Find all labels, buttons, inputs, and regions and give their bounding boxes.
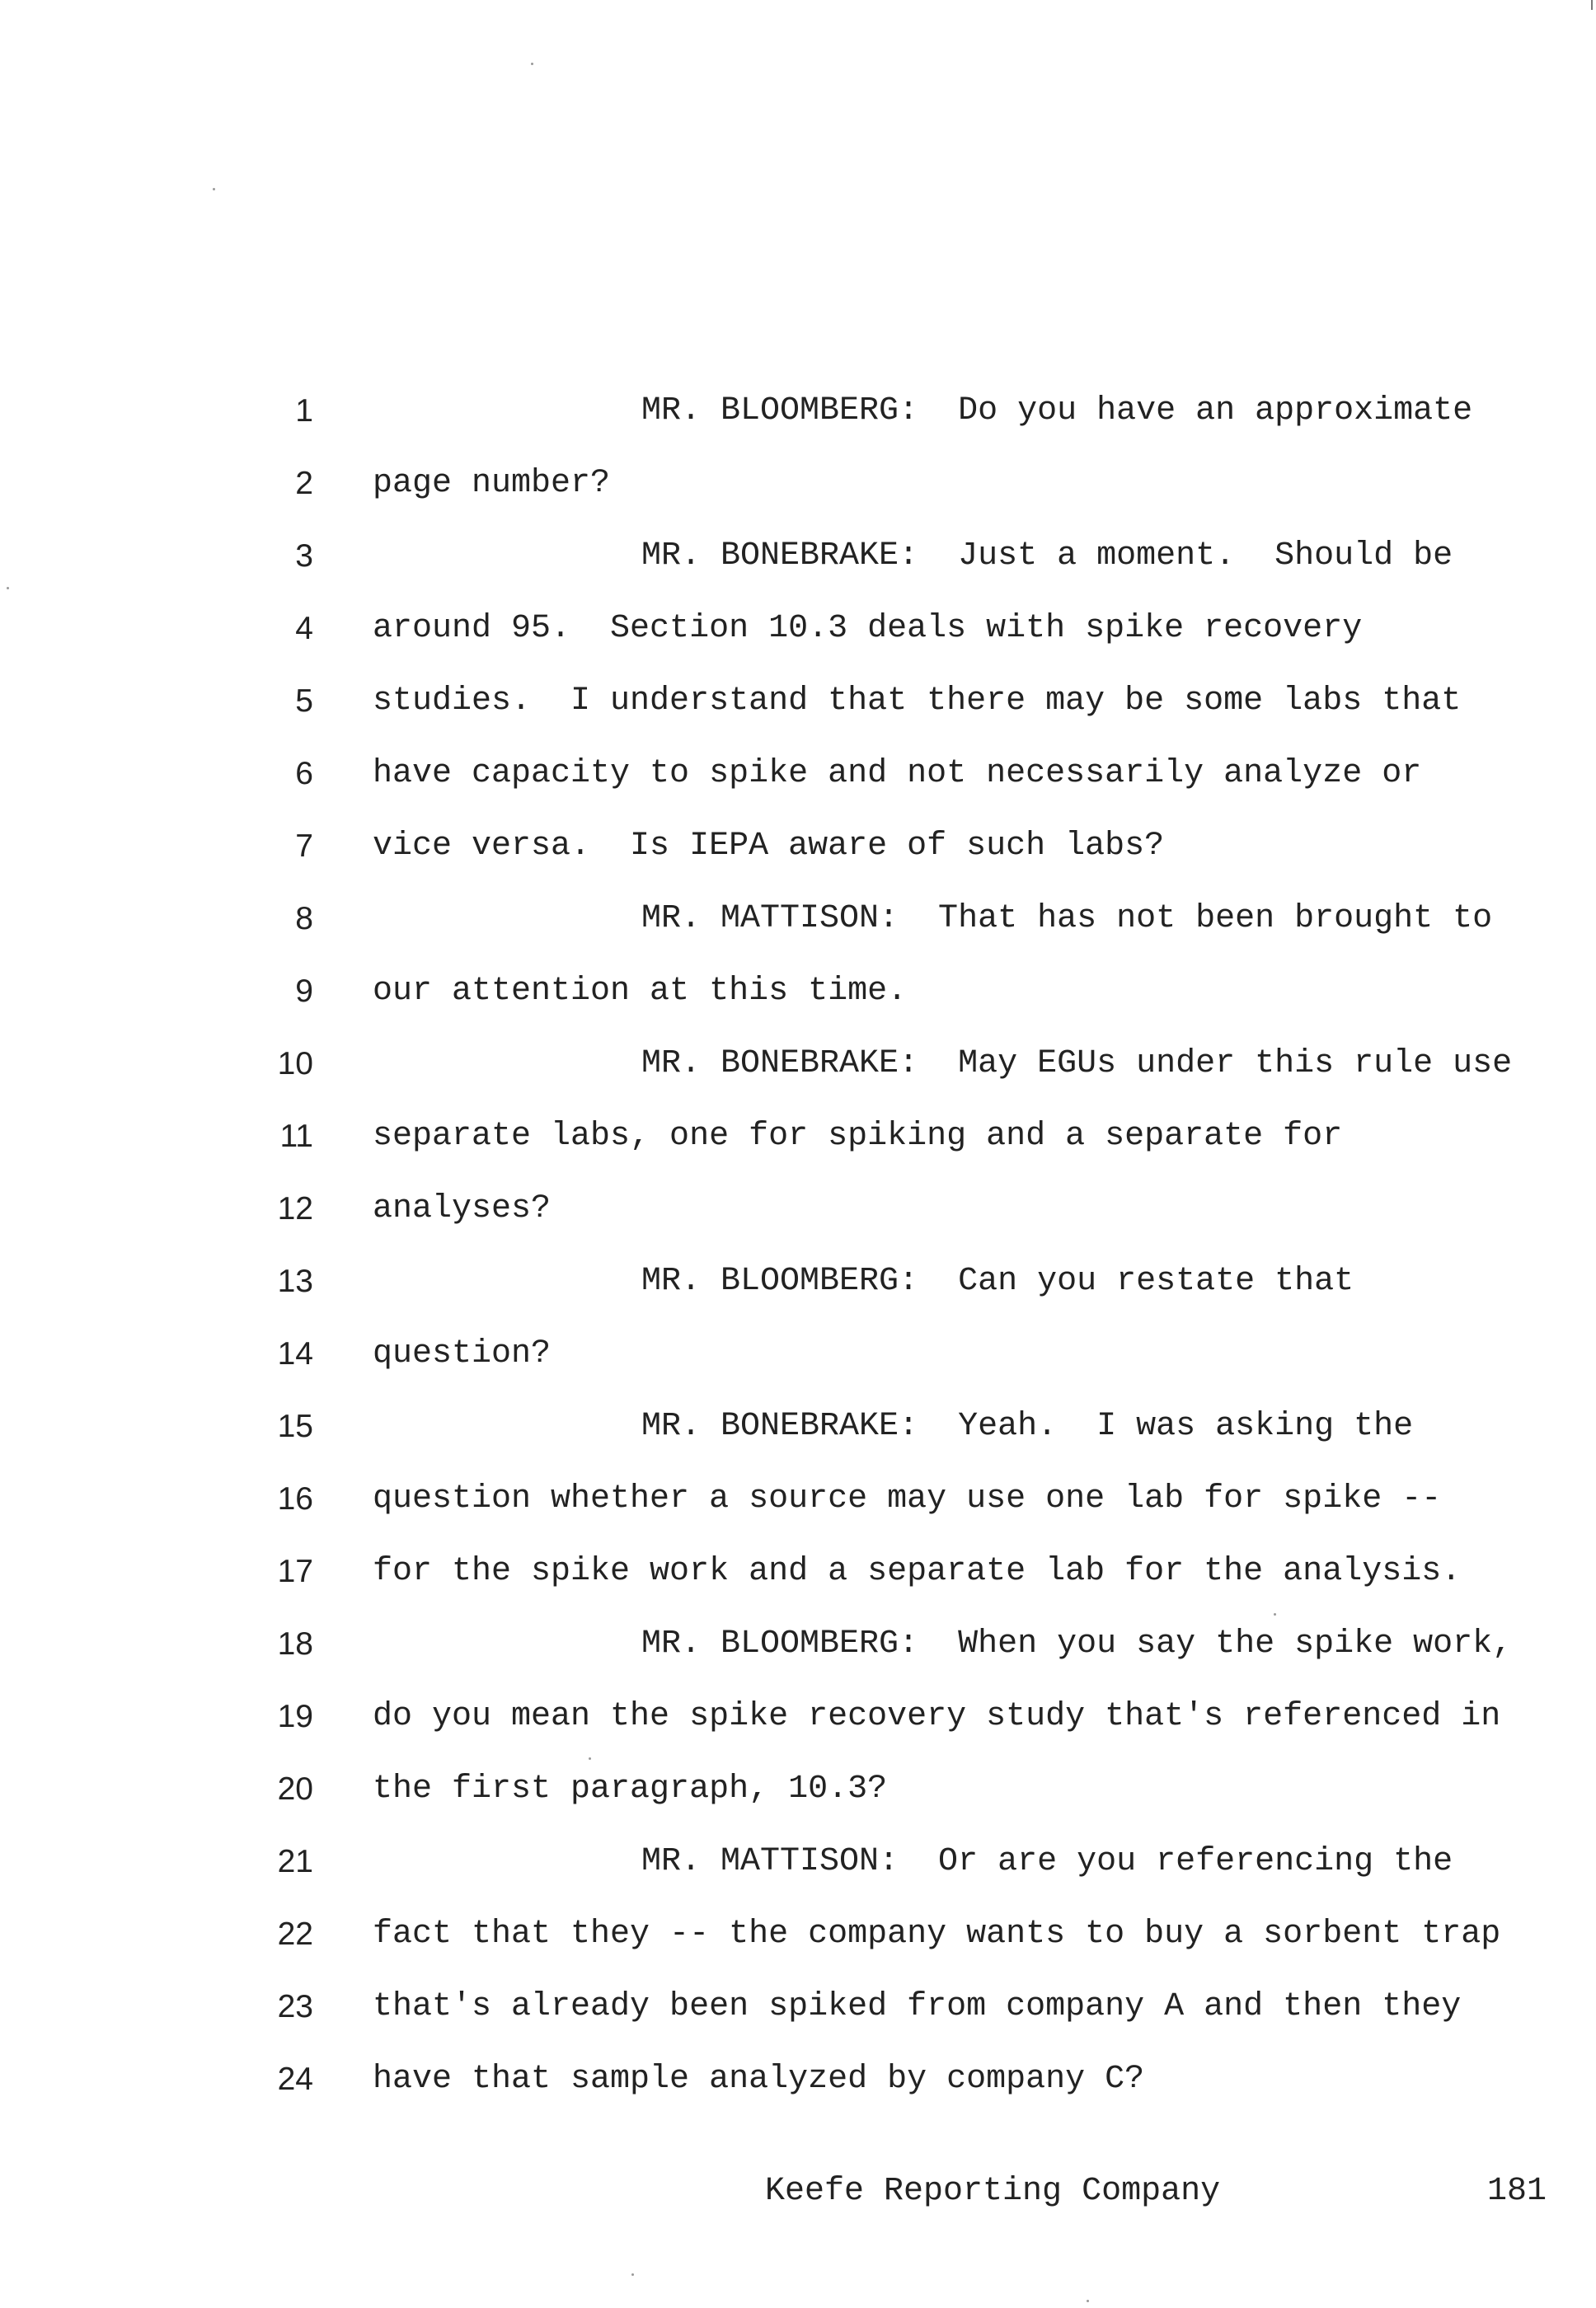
line-text: MR. BLOOMBERG: Do you have an approximate	[641, 392, 1473, 429]
line-number: 16	[277, 1481, 313, 1517]
transcript-body	[247, 386, 1566, 2127]
transcript-line	[247, 531, 1566, 603]
line-text: question whether a source may use one lab for spike --	[373, 1480, 1442, 1518]
page-footer	[0, 2166, 1596, 2217]
line-number: 5	[295, 683, 313, 719]
transcript-line	[247, 1184, 1566, 1256]
transcript-line	[247, 1401, 1566, 1474]
line-text: MR. BONEBRAKE: May EGUs under this rule use	[641, 1045, 1513, 1082]
line-number: 14	[277, 1336, 313, 1372]
transcript-line	[247, 894, 1566, 966]
transcript-line	[247, 1039, 1566, 1111]
transcript-line	[247, 676, 1566, 748]
line-number: 24	[277, 2062, 313, 2097]
scan-edge-mark	[1591, 0, 1593, 10]
line-text: page number?	[373, 465, 611, 502]
line-text: vice versa. Is IEPA aware of such labs?	[373, 828, 1165, 865]
line-number: 21	[277, 1844, 313, 1879]
line-number: 8	[295, 901, 313, 936]
transcript-line	[247, 458, 1566, 531]
line-text: that's already been spiked from company A and then they	[373, 1988, 1462, 2025]
line-number: 13	[277, 1264, 313, 1299]
transcript-line	[247, 1474, 1566, 1546]
transcript-line	[247, 386, 1566, 458]
line-number: 18	[277, 1626, 313, 1662]
line-number: 1	[295, 393, 313, 429]
scan-speck	[213, 188, 215, 190]
scan-speck	[631, 2273, 634, 2276]
transcript-line	[247, 748, 1566, 821]
transcript-line	[247, 1329, 1566, 1401]
line-text: our attention at this time.	[373, 973, 908, 1010]
line-number: 19	[277, 1699, 313, 1734]
line-number: 7	[295, 828, 313, 864]
line-text: analyses?	[373, 1190, 552, 1227]
transcript-line	[247, 1546, 1566, 1619]
page-number: 181	[1486, 2173, 1547, 2210]
line-text: MR. BONEBRAKE: Yeah. I was asking the	[641, 1408, 1414, 1445]
line-text: the first paragraph, 10.3?	[373, 1771, 888, 1808]
transcript-line	[247, 603, 1566, 676]
transcript-line	[247, 2054, 1566, 2127]
line-text: studies. I understand that there may be some labs that	[373, 683, 1462, 720]
line-number: 10	[277, 1046, 313, 1081]
line-text: MR. BONEBRAKE: Just a moment. Should be	[641, 537, 1453, 575]
line-text: have capacity to spike and not necessarily analyze or	[373, 755, 1422, 792]
scan-speck	[7, 587, 9, 589]
reporting-company-name: Keefe Reporting Company	[765, 2173, 1221, 2210]
transcript-line	[247, 966, 1566, 1039]
line-number: 9	[295, 973, 313, 1009]
transcript-line	[247, 1982, 1566, 2054]
line-number: 2	[295, 466, 313, 501]
line-number: 15	[277, 1409, 313, 1444]
line-number: 23	[277, 1989, 313, 2024]
line-text: MR. BLOOMBERG: When you say the spike work,	[641, 1625, 1513, 1663]
scan-speck	[531, 63, 533, 65]
line-text: MR. MATTISON: Or are you referencing the	[641, 1843, 1453, 1880]
line-text: do you mean the spike recovery study that's referenced in	[373, 1698, 1501, 1735]
line-text: question?	[373, 1335, 552, 1372]
transcript-line	[247, 1909, 1566, 1982]
line-text: around 95. Section 10.3 deals with spike recovery	[373, 610, 1363, 647]
line-text: MR. BLOOMBERG: Can you restate that	[641, 1263, 1354, 1300]
line-text: separate labs, one for spiking and a separate for	[373, 1118, 1343, 1155]
line-number: 3	[295, 538, 313, 574]
line-text: MR. MATTISON: That has not been brought to	[641, 900, 1493, 937]
line-number: 22	[277, 1916, 313, 1952]
transcript-line	[247, 1111, 1566, 1184]
transcript-line	[247, 1256, 1566, 1329]
transcript-line	[247, 1764, 1566, 1837]
line-text: have that sample analyzed by company C?	[373, 2061, 1145, 2098]
line-number: 6	[295, 756, 313, 791]
line-number: 11	[279, 1119, 313, 1154]
line-text: fact that they -- the company wants to buy a sorbent trap	[373, 1916, 1501, 1953]
transcript-line	[247, 1619, 1566, 1691]
line-number: 12	[277, 1191, 313, 1227]
line-number: 17	[277, 1554, 313, 1589]
line-number: 20	[277, 1771, 313, 1807]
transcript-line	[247, 821, 1566, 894]
transcript-line	[247, 1691, 1566, 1764]
transcript-line	[247, 1837, 1566, 1909]
line-number: 4	[295, 611, 313, 646]
scan-speck	[1087, 2300, 1089, 2302]
line-text: for the spike work and a separate lab for the analysis.	[373, 1553, 1462, 1590]
